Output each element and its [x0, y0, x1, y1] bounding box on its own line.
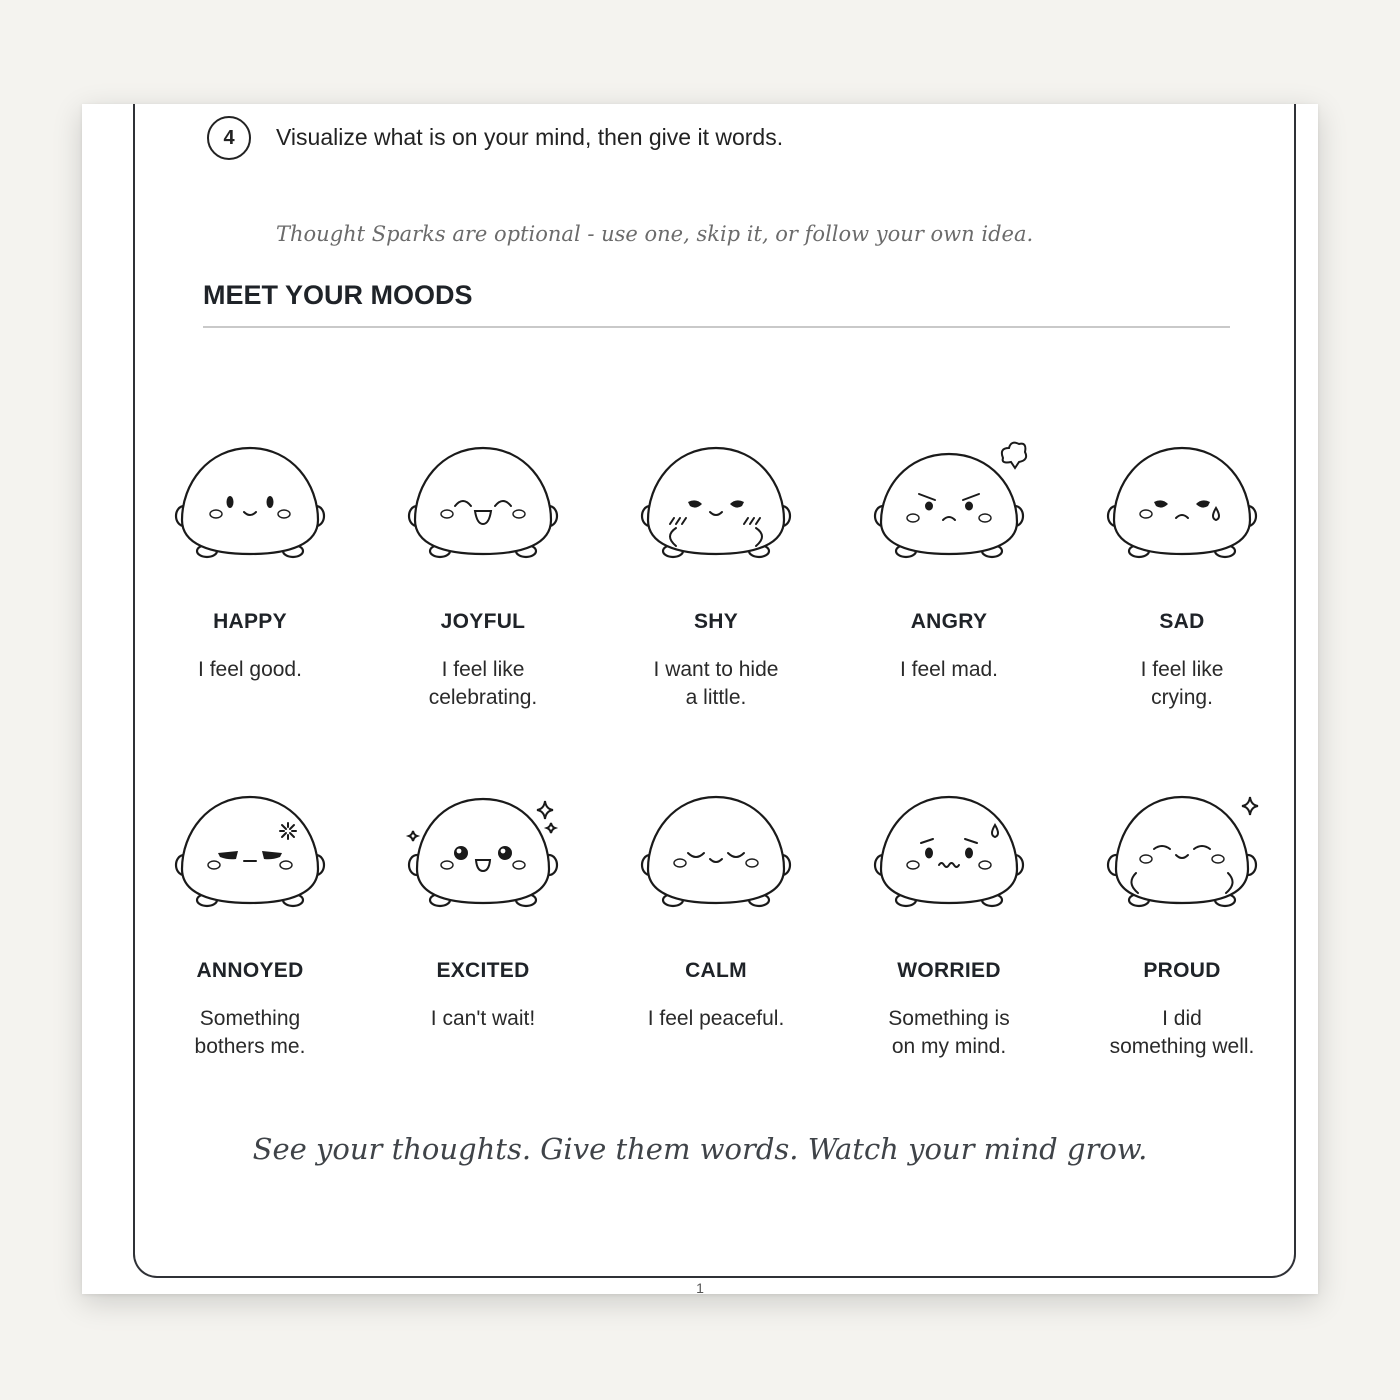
sad-face-icon — [1102, 436, 1262, 576]
happy-face-icon — [170, 436, 330, 576]
proud-face-icon — [1102, 785, 1262, 925]
mood-card-sad — [1072, 436, 1292, 712]
mood-name: HAPPY — [213, 610, 287, 633]
mood-card-excited — [373, 785, 593, 1033]
mood-card-shy — [606, 436, 826, 712]
mood-name: SAD — [1159, 610, 1205, 633]
worksheet-page — [82, 104, 1318, 1294]
step-instruction: Visualize what is on your mind, then give it words. — [276, 124, 784, 150]
mood-description: Something bothers me. — [194, 1007, 306, 1058]
joyful-face-icon — [403, 436, 563, 576]
annoyed-face-icon — [170, 785, 330, 925]
step-number-badge: 4 — [207, 116, 251, 160]
mood-card-angry — [839, 436, 1059, 684]
closing-tagline: See your thoughts. Give them words. Watch your mind grow. — [252, 1132, 1148, 1166]
angry-face-icon — [869, 436, 1029, 576]
mood-description: I feel like celebrating. — [428, 658, 538, 709]
mood-description: I did something well. — [1109, 1007, 1255, 1058]
thought-sparks-note: Thought Sparks are optional - use one, skip it, or follow your own idea. — [276, 222, 1034, 246]
mood-card-proud — [1072, 785, 1292, 1061]
mood-description: I feel peaceful. — [647, 1007, 785, 1030]
mood-card-worried — [839, 785, 1059, 1061]
mood-card-annoyed — [140, 785, 360, 1061]
mood-name: ANGRY — [910, 610, 988, 633]
excited-face-icon — [403, 785, 563, 925]
mood-name: CALM — [685, 959, 747, 982]
mood-description: I feel like crying. — [1140, 658, 1224, 709]
mood-description: I want to hide a little. — [653, 658, 779, 709]
mood-description: Something is on my mind. — [888, 1007, 1010, 1058]
page-number: 1 — [696, 1280, 704, 1294]
mood-description: I feel good. — [198, 658, 302, 681]
shy-face-icon — [636, 436, 796, 576]
calm-face-icon — [636, 785, 796, 925]
mood-name: EXCITED — [436, 959, 530, 982]
mood-card-happy — [140, 436, 360, 684]
mood-name: PROUD — [1143, 959, 1221, 982]
mood-name: SHY — [693, 610, 739, 633]
mood-card-calm — [606, 785, 826, 1033]
section-divider — [203, 326, 1230, 328]
mood-card-joyful — [373, 436, 593, 712]
section-title: MEET YOUR MOODS — [203, 280, 473, 310]
worried-face-icon — [869, 785, 1029, 925]
mood-description: I feel mad. — [899, 658, 999, 681]
mood-name: ANNOYED — [196, 959, 304, 982]
mood-description: I can't wait! — [430, 1007, 536, 1030]
mood-name: JOYFUL — [440, 610, 526, 633]
mood-name: WORRIED — [897, 959, 1001, 982]
